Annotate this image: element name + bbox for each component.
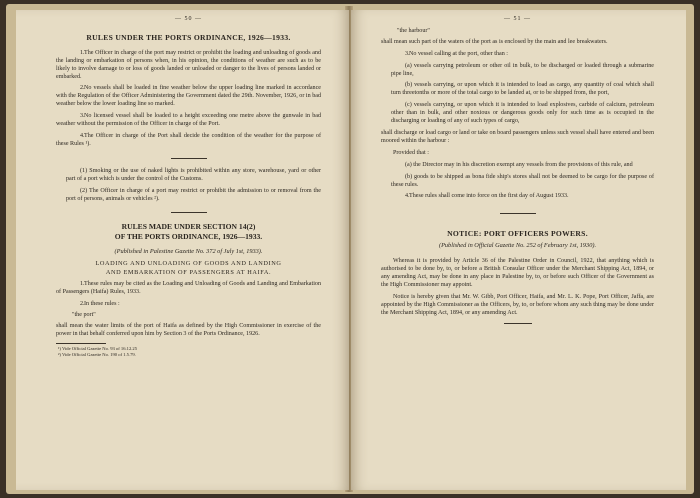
page-number: — 51 — — [504, 16, 531, 22]
discharge-paragraph: shall discharge or load cargo or land or take on board passengers unless such vessel shall have entered and been moored within the harbour : — [381, 129, 654, 144]
left-page — [16, 10, 349, 490]
definition-paragraph: shall mean the water limits of the port of Haifa as defined by the High Commissioner in exercise of the power in that behalf conferred upon him by Section 3 of the Ports Ordinance, 1926. — [56, 323, 321, 338]
rule-paragraph: 2.In these rules : — [80, 300, 120, 307]
footnote-rule — [56, 343, 106, 344]
booklet-spread — [6, 4, 694, 494]
publication-note: (Published in Palestine Gazette No. 372 of July 1st, 1933). — [114, 248, 263, 256]
proviso-item: (b) goods to be shipped as bona fide ship's stores shall not be deemed to be cargo for the purpose of these rules. — [391, 173, 654, 188]
rule-paragraph: 1.The Officer in charge of the port may restrict or prohibit the loading and unloading of goods and the landing or embarkation of persons when, in his opinion, the conditions of weather are such as to be likely to involve damage to or loss of goods landed or unloaded or danger to the lives of persons landed or embarked. — [56, 49, 321, 80]
footnote: ²) Vide Official Gazette No. 190 of 1.5.79. — [58, 351, 136, 357]
subrule-paragraph: (1) Smoking or the use of naked lights is prohibited within any store, warehouse, yard or other part of a port which is under the control of the Customs. — [66, 167, 321, 182]
rule-paragraph: 2.No vessels shall be loaded in fine weather below the upper loading line marked in accordance with the Regulation of the Officer Administering the Government dated the 29th. November, 1926, or in bad weather below the lower loading line so marked. — [56, 85, 321, 108]
caps-subheading: LOADING AND UNLOADING OF GOODS AND LANDING AND EMBARKATION OF PASSENGERS AT HAIFA. — [95, 260, 282, 276]
page-number: — 50 — — [175, 16, 202, 22]
publication-note: (Published in Official Gazette No. 252 of February 1st, 1930). — [438, 242, 597, 250]
rule-paragraph: 3.No licensed vessel shall be loaded to a height exceeding one metre above the gunwale in bad weather without the permission of the Officer in charge of the Port. — [56, 113, 321, 128]
rule-paragraph: 1.These rules may be cited as the Loading and Unloading of Goods and Landing and Embarkation of Passengers (Haifa) Rules, 1933. — [56, 280, 321, 295]
divider-rule — [171, 212, 207, 213]
divider-rule — [500, 213, 536, 214]
divider-rule — [504, 323, 532, 324]
defined-term: "the port" — [72, 312, 96, 319]
rule-paragraph: 4.The Officer in charge of the Port shall decide the condition of the weather for the purpose of these Rules ¹). — [56, 132, 321, 147]
list-item: (a) vessels carrying petroleum or other oil in bulk, to be discharged or loaded through a submarine pipe line, — [391, 62, 654, 77]
divider-rule — [171, 158, 207, 159]
list-item: (b) vessels carrying, or upon which it is intended to load as cargo, any quantity of coal which shall turn threetonths or more of the total cargo to be landed at, or to be shipped from, the port, — [391, 82, 654, 97]
provided-line: Provided that : — [393, 149, 429, 156]
section-heading: RULES MADE UNDER SECTION 14(2) OF THE PORTS ORDINANCE, 1926—1933. — [114, 222, 263, 242]
rule-paragraph: 4.These rules shall come into force on the first day of August 1933. — [405, 193, 569, 200]
notice-paragraph: Notice is hereby given that Mr. W. Gibb, Port Officer, Haifa, and Mr. L. K. Pope, Port Officer, Jaffa, are appointed by the High Commissioner as the Officers, by, to, or before whom any such thing may be done under the Merchant Shipping Act, 1894, or any amending Act. — [381, 293, 654, 316]
right-page-content — [381, 16, 654, 330]
notice-paragraph: Whereas it is provided by Article 36 of the Palestine Order in Council, 1922, that anything which is authorised to be done by, to, or before a British Consular Officer under the Merchant Shipping Act, 1894, or any amending Act, may be done in any place in Palestine by, to, or before such Officer of the Government as the High Commissioner may appoint. — [381, 258, 654, 288]
defined-term: "the harbour" — [397, 27, 430, 34]
left-page-content — [56, 16, 321, 357]
list-item: (c) vessels carrying, or upon which it is intended to load explosives, carbide of calcium, petroleum other than in bulk, and other noxious or dangerous goods only for such time as is occupied in the discharging or loading of any of such types of cargo, — [391, 102, 654, 125]
right-page — [351, 10, 686, 490]
definition-paragraph: shall mean such part of the waters of the port as is enclosed by the main and lee breakwaters. — [381, 38, 608, 45]
rule-paragraph: 3.No vessel calling at the port, other than : — [405, 50, 508, 57]
notice-heading: NOTICE: PORT OFFICERS POWERS. — [447, 229, 588, 239]
footnote: ¹) Vide Official Gazette No. 93 of 16.12.25 — [58, 346, 138, 352]
proviso-item: (a) the Director may in his discretion exempt any vessels from the provisions of this rule, and — [405, 161, 633, 168]
rules-heading: RULES UNDER THE PORTS ORDINANCE, 1926—1933. — [86, 32, 291, 42]
subrule-paragraph: (2) The Officer in charge of a port may restrict or prohibit the admission to or removal from the port of persons, animals or vehicles ²). — [66, 187, 321, 202]
